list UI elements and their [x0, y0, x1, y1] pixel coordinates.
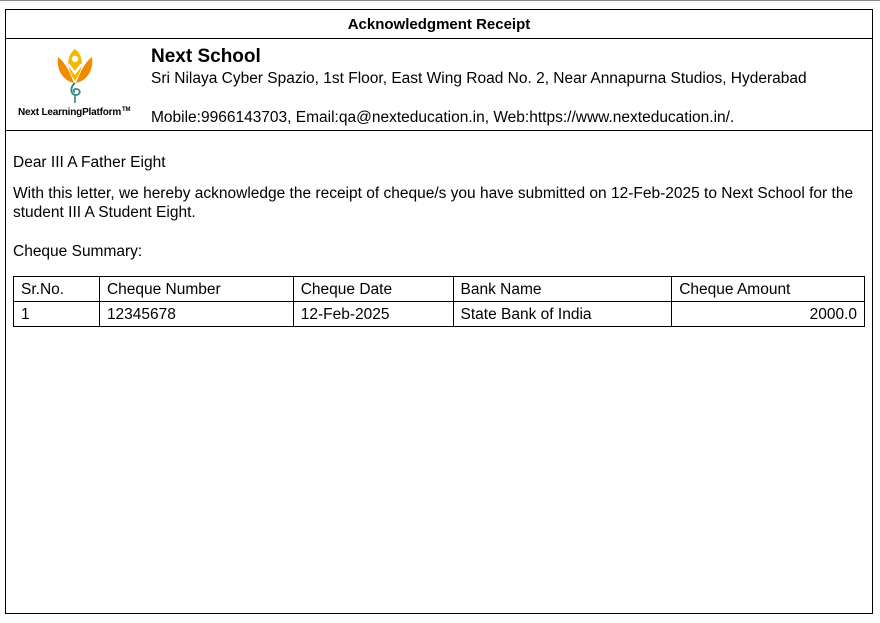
- table-row: [14, 302, 865, 327]
- school-address: Sri Nilaya Cyber Spazio, 1st Floor, East Wing Road No. 2, Near Annapurna Studios, Hyderabad: [151, 70, 807, 87]
- table-header-row: [14, 277, 865, 302]
- cell-cheque-number: 12345678: [99, 302, 293, 327]
- cheque-summary-table: [13, 276, 865, 327]
- school-contact: Mobile:9966143703, Email:qa@nexteducation.in, Web:https://www.nexteducation.in/.: [151, 109, 735, 126]
- school-name: Next School: [151, 46, 261, 67]
- letter-body: [6, 153, 872, 261]
- cell-bank-name: State Bank of India: [453, 302, 672, 327]
- header-sr-no: Sr.No.: [14, 277, 100, 302]
- trademark-mark: TM: [122, 107, 131, 113]
- top-rule: [0, 0, 880, 1]
- school-logo: [16, 45, 136, 121]
- header-cheque-number: Cheque Number: [99, 277, 293, 302]
- cell-sr-no: 1: [14, 302, 100, 327]
- receipt-title: Acknowledgment Receipt: [6, 10, 872, 39]
- header-cheque-date: Cheque Date: [293, 277, 453, 302]
- cell-cheque-date: 12-Feb-2025: [293, 302, 453, 327]
- header-bank-name: Bank Name: [453, 277, 672, 302]
- cheque-summary-label: Cheque Summary:: [13, 243, 143, 260]
- cell-cheque-amount: 2000.0: [672, 302, 865, 327]
- tulip-logo-icon: [52, 45, 98, 107]
- acknowledgment-paragraph: With this letter, we hereby acknowledge the receipt of cheque/s you have submitted on 12-Feb-2025 to Next School for the student III A Student Eight.: [13, 185, 854, 221]
- header-cheque-amount: Cheque Amount: [672, 277, 865, 302]
- receipt-frame: [5, 9, 873, 614]
- logo-brand-text: Next LearningPlatform: [18, 107, 122, 118]
- logo-wordmark: [18, 107, 130, 118]
- school-header: [6, 39, 872, 131]
- salutation: Dear III A Father Eight: [13, 154, 166, 171]
